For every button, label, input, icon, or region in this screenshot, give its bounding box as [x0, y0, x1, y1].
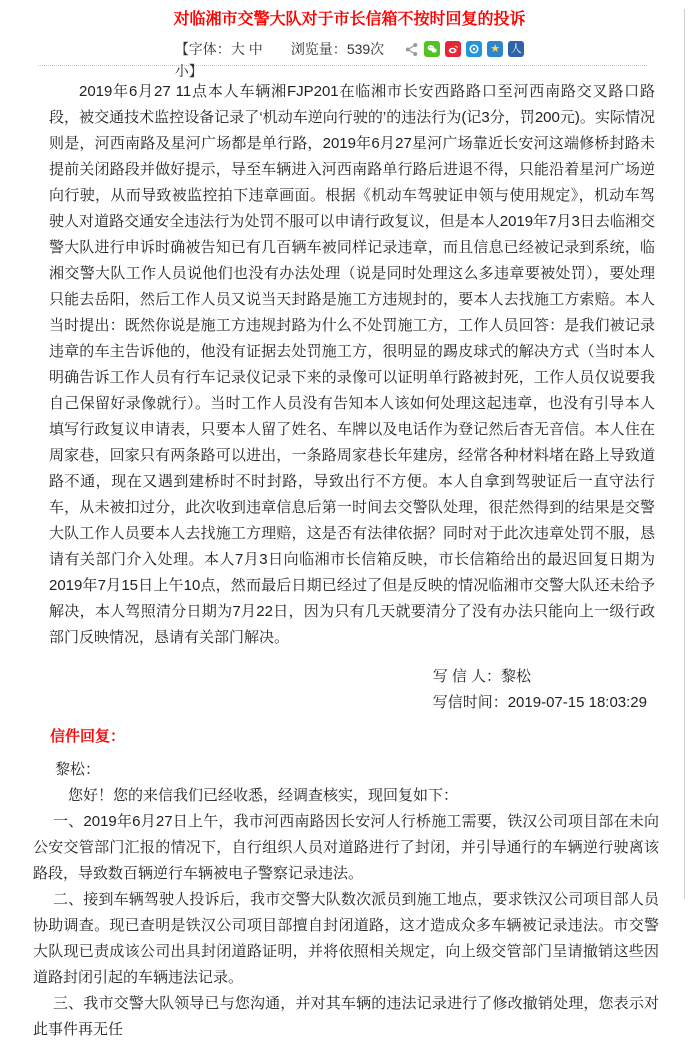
wechat-share-icon[interactable]	[424, 41, 440, 57]
signature-block	[433, 664, 647, 716]
view-count-value: 539次	[346, 41, 385, 57]
time-line	[433, 694, 647, 711]
letter-body: 2019年6月27 11点本人车辆湘FJP201在临湘市长安西路路口至河西南路交叉路口路段，被交通技术监控设备记录了‘机动车逆向行驶的’的违法行为(记3分，罚200元)。实际情况则是，河西南路及星河广场都是单行路，2019年6月27星河广场靠近长安河这端修桥封路未提前关闭路段并做好提示，导至车辆进入河西南路单行路后进退不得，只能沿着星河广场逆向行驶，从而导致被监控拍下违章画面。根据《机动车驾驶证申领与使用规定》，机动车驾驶人对道路交通安全违法行为处罚不服可以申请行政复议，但是本人2019年7月3日去临湘交警大队进行申诉时确被告知已有几百辆车被同样记录违章，而且信息已经被记录到系统，临湘交警大队工作人员说他们也没有办法处理（说是同时处理这么多违章要被处罚），要处理只能去岳阳，然后工作人员又说当天封路是施工方违规封的，要本人去找施工方索赔。本人当时提出：既然你说是施工方违规封路为什么不处罚施工方，工作人员回答：是我们被记录违章的车主告诉他的，他没有证据去处罚施工方，很明显的踢皮球式的解决方式（当时本人明确告诉工作人员有行车记录仪记录下来的录像可以证明单行路被封死，工作人员仅说要我自己保留好录像就行）。当时工作人员没有告知本人该如何处理这起违章，也没有引导本人填写行政复议申请表，只要本人留了姓名、车牌以及电话作为登记然后杳无音信。本人住在周家巷，回家只有两条路可以进出，一条路周家巷长年建房，经常各种材料堵在路上导致道路不通，现在又遇到建桥时不时封路，导致出行不方便。本人自拿到驾驶证后一直守法行车，从未被扣过分，此次收到违章信息后第一时间去交警队处理，很茫然得到的结果是交警大队工作人员要本人去找施工方理赔，这是否有法律依据？同时对于此次违章处罚不服，恳请有关部门介入处理。本人7月3日向临湘市长信箱反映，市长信箱给出的最迟回复日期为2019年7月15日上午10点，然而最后日期已经过了但是反映的情况临湘市交警大队还未给予解决，本人驾照清分日期为7月22日，因为只有几天就要清分了没有办法只能向上一级行政部门反映情况，恳请有关部门解决。	[49, 83, 655, 646]
font-size-selector	[175, 38, 273, 82]
letter-signature	[0, 664, 647, 716]
reply-paragraph-1: 一、2019年6月27日上午，我市河西南路因长安河人行桥施工需要，铁汉公司项目部在未向公安交管部门汇报的情况下，自行组织人员对道路进行了封闭，并引导通行的车辆逆行驶离该路段，导致数百辆逆行车辆被电子警察记录违法。	[33, 813, 659, 882]
reply-section-header: 信件回复：	[50, 728, 126, 745]
renren-share-icon[interactable]: 人	[508, 41, 524, 57]
reply-paragraph-3: 三、我市交警大队领导已与您沟通，并对其车辆的违法记录进行了修改撤销处理，您表示对此事件再无任	[33, 995, 659, 1038]
writer-line	[433, 668, 531, 685]
share-bar	[398, 38, 524, 60]
time-label: 写信时间：	[432, 694, 508, 711]
font-size-medium-link[interactable]: 中	[248, 41, 263, 57]
writer-name: 黎松	[501, 668, 532, 685]
page-title: 对临湘市交警大队对于市长信箱不按时回复的投诉	[173, 11, 526, 28]
reply-body	[33, 757, 659, 1043]
font-size-small-link[interactable]: 小】	[174, 63, 203, 79]
qq-share-icon[interactable]	[466, 41, 482, 57]
view-count	[291, 38, 384, 60]
view-count-label: 浏览量：	[290, 41, 347, 57]
reply-salutation: 黎松：	[55, 761, 101, 778]
letter-detail-page	[0, 9, 699, 1038]
font-label: 【字体：	[174, 41, 231, 57]
qzone-share-icon[interactable]: ★	[487, 41, 503, 57]
writer-label: 写 信 人：	[432, 668, 502, 685]
share-icon[interactable]	[403, 41, 419, 57]
header-divider	[38, 65, 647, 66]
time-value: 2019-07-15 18:03:29	[507, 694, 647, 711]
content-right-border	[684, 9, 685, 899]
font-size-large-link[interactable]: 大	[230, 41, 245, 57]
reply-greeting: 您好！您的来信我们已经收悉，经调查核实，现回复如下：	[68, 787, 459, 804]
reply-paragraph-2: 二、接到车辆驾驶人投诉后，我市交警大队数次派员到施工地点，要求铁汉公司项目部人员协助调查。现已查明是铁汉公司项目部擅自封闭道路，这才造成众多车辆被记录违法。市交警大队现已责成该公司出具封闭道路证明，并将依照相关规定，向上级交管部门呈请撤销这些因道路封闭引起的车辆违法记录。	[33, 891, 659, 986]
toolbar	[0, 38, 699, 79]
weibo-share-icon[interactable]	[445, 41, 461, 57]
